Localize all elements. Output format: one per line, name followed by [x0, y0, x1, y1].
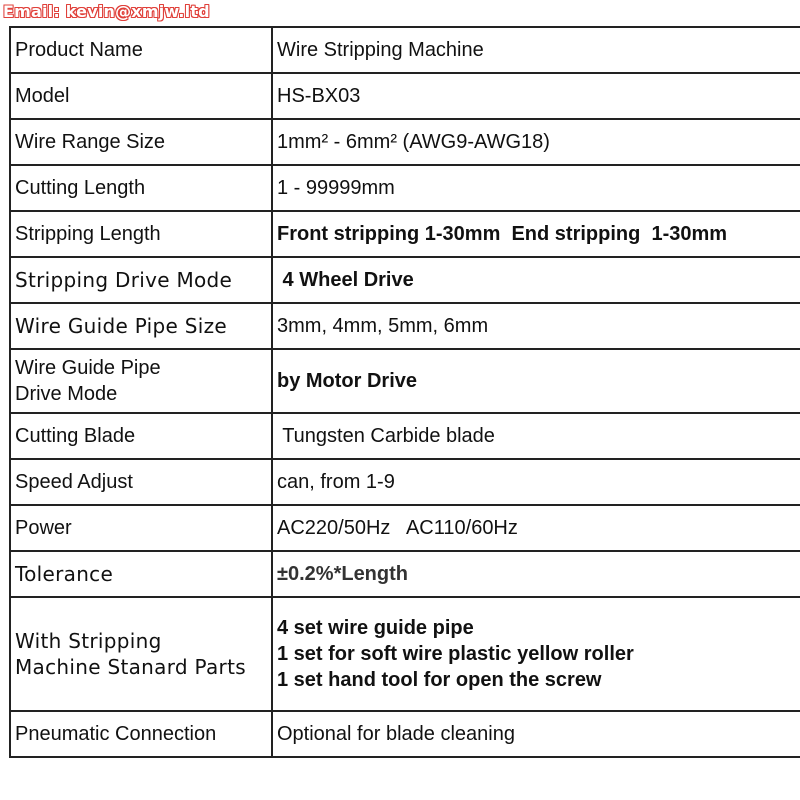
row-value-line: 4 set wire guide pipe [277, 617, 474, 639]
row-label: Model [10, 73, 272, 119]
row-label: Cutting Blade [10, 413, 272, 459]
row-value: Optional for blade cleaning [272, 711, 800, 757]
table-row [10, 711, 800, 757]
row-value: by Motor Drive [272, 349, 800, 413]
row-value: 1 - 99999mm [272, 165, 800, 211]
table-row [10, 119, 800, 165]
row-label: Wire Guide Pipe Size [10, 303, 272, 349]
row-value-line: 1 set for soft wire plastic yellow roller [277, 643, 634, 665]
row-value: Tungsten Carbide blade [272, 413, 800, 459]
row-label-line: Machine Stanard Parts [15, 655, 246, 679]
table-row [10, 413, 800, 459]
table-row [10, 551, 800, 597]
table-row [10, 505, 800, 551]
table-row [10, 211, 800, 257]
row-label [10, 597, 272, 711]
row-label: Product Name [10, 27, 272, 73]
row-value: AC220/50Hz AC110/60Hz [272, 505, 800, 551]
table-row [10, 459, 800, 505]
row-label: Wire Range Size [10, 119, 272, 165]
table-row [10, 73, 800, 119]
row-label: Speed Adjust [10, 459, 272, 505]
row-label: Stripping Drive Mode [10, 257, 272, 303]
row-label-line: Wire Guide Pipe [15, 357, 161, 379]
row-value: 3mm, 4mm, 5mm, 6mm [272, 303, 800, 349]
row-label: Tolerance [10, 551, 272, 597]
table-row [10, 349, 800, 413]
row-value: Wire Stripping Machine [272, 27, 800, 73]
table-row [10, 303, 800, 349]
table-row [10, 257, 800, 303]
row-label-line: Drive Mode [15, 383, 118, 405]
row-value: can, from 1-9 [272, 459, 800, 505]
row-value: 4 Wheel Drive [272, 257, 800, 303]
row-label-line: With Stripping [15, 629, 162, 653]
row-label: Power [10, 505, 272, 551]
spec-table [9, 26, 800, 758]
row-value: 1mm² - 6mm² (AWG9-AWG18) [272, 119, 800, 165]
row-label: Cutting Length [10, 165, 272, 211]
row-label [10, 349, 272, 413]
row-value-line: 1 set hand tool for open the screw [277, 669, 602, 691]
table-row [10, 27, 800, 73]
row-value: ±0.2%*Length [272, 551, 800, 597]
row-label: Stripping Length [10, 211, 272, 257]
table-row [10, 597, 800, 711]
row-value: HS-BX03 [272, 73, 800, 119]
row-value [272, 597, 800, 711]
row-label: Pneumatic Connection [10, 711, 272, 757]
row-value: Front stripping 1-30mm End stripping 1-30mm [272, 211, 800, 257]
email-watermark: Email: kevin@xmjw.ltd [3, 2, 210, 21]
table-row [10, 165, 800, 211]
